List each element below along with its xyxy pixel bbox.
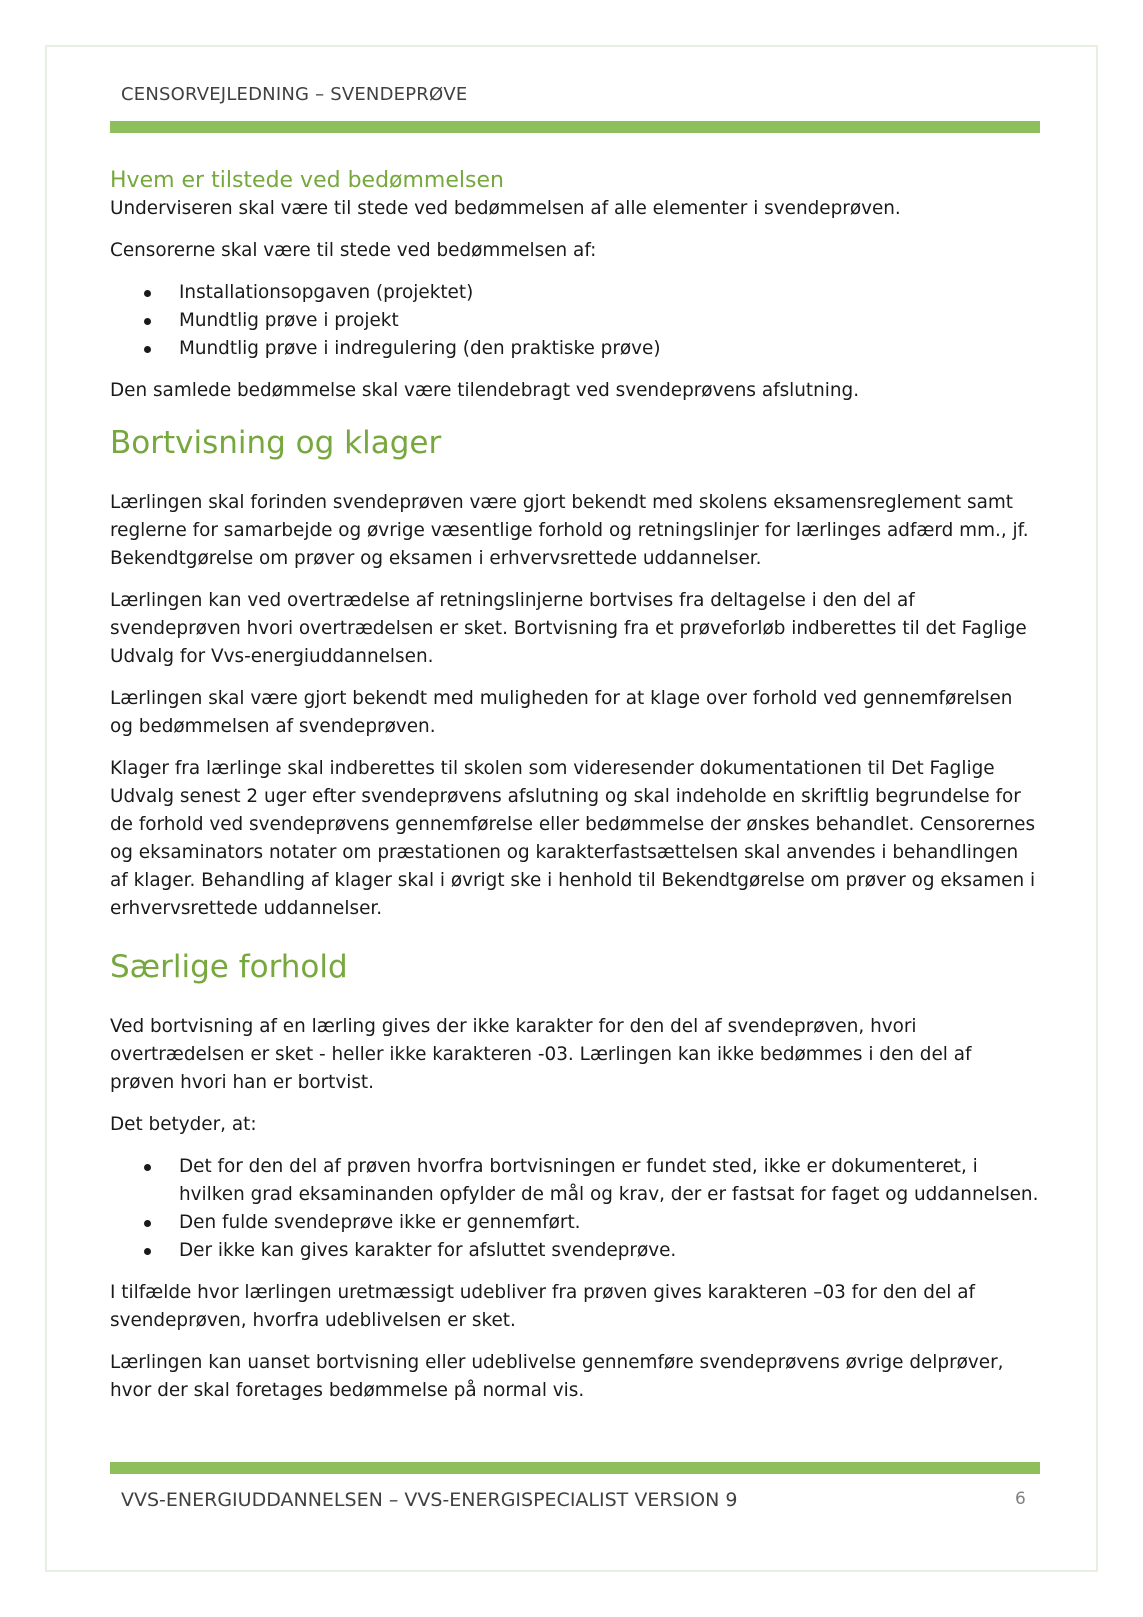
header-rule — [110, 121, 1040, 133]
page-number: 6 — [1015, 1489, 1026, 1509]
bullet-icon — [144, 1220, 151, 1227]
list-item — [110, 1153, 1040, 1209]
header-title: CENSORVEJLEDNING – SVENDEPRØVE — [121, 84, 468, 105]
page-content — [110, 166, 1040, 1405]
paragraph: Lærlingen skal forinden svendeprøven være gjort bekendt med skolens eksamensreglement samt reglerne for samarbejde og øvrige væsentlige forhold og retningslinjer for lærlinges adfærd mm., jf. Bekendtgørelse om prøver og eksamen i erhvervsrettede uddannelser. — [110, 492, 1029, 569]
list-item-text: Det for den del af prøven hvorfra bortvisningen er fundet sted, ikke er dokumenteret, i hvilken grad eksaminanden opfylder de mål og krav, der er fastsat for faget og uddannelsen. — [179, 1156, 1039, 1205]
list-item-text: Installationsopgaven (projektet) — [179, 282, 474, 303]
list-item — [110, 307, 1040, 335]
paragraph: Det betyder, at: — [110, 1114, 257, 1135]
list-item-text: Der ikke kan gives karakter for afsluttet svendeprøve. — [179, 1240, 677, 1261]
list-item-text: Mundtlig prøve i projekt — [179, 310, 399, 331]
paragraph: Den samlede bedømmelse skal være tilendebragt ved svendeprøvens afslutning. — [110, 380, 860, 401]
bullet-icon — [144, 1248, 151, 1255]
section-heading-saerlige: Særlige forhold — [110, 949, 348, 985]
bullet-list-censorer — [110, 279, 1040, 363]
list-item — [110, 335, 1040, 363]
paragraph: I tilfælde hvor lærlingen uretmæssigt udebliver fra prøven gives karakteren –03 for den del af svendeprøven, hvorfra udeblivelsen er sket. — [110, 1282, 975, 1331]
list-item — [110, 1209, 1040, 1237]
bullet-icon — [144, 346, 151, 353]
paragraph: Klager fra lærlinge skal indberettes til skolen som videresender dokumentationen til Det Faglige Udvalg senest 2 uger efter svendeprøvens afslutning og skal indeholde en skriftlig begrundelse for de forhold ved svendeprøvens gennemførelse eller bedømmelse der ønskes behandlet. Censorernes og eksaminators notater om præstationen og karakterfastsættelsen skal anvendes i behandlingen af klager. Behandling af klager skal i øvrigt ske i henhold til Bekendtgørelse om prøver og eksamen i erhvervsrettede uddannelser. — [110, 758, 1036, 919]
bullet-list-betyder — [110, 1153, 1040, 1265]
paragraph: Lærlingen kan uanset bortvisning eller udeblivelse gennemføre svendeprøvens øvrige delprøver, hvor der skal foretages bedømmelse på normal vis. — [110, 1352, 1004, 1401]
paragraph: Lærlingen kan ved overtrædelse af retningslinjerne bortvises fra deltagelse i den del af svendeprøven hvori overtrædelsen er sket. Bortvisning fra et prøveforløb indberettes til det Faglige Udvalg for Vvs-energiuddannelsen. — [110, 590, 1027, 667]
paragraph: Censorerne skal være til stede ved bedømmelsen af: — [110, 240, 597, 261]
footer-rule — [110, 1462, 1040, 1474]
paragraph: Underviseren skal være til stede ved bedømmelsen af alle elementer i svendeprøven. — [110, 198, 901, 219]
footer-title: VVS-ENERGIUDDANNELSEN – VVS-ENERGISPECIALIST VERSION 9 — [121, 1489, 738, 1511]
section-heading-bortvisning: Bortvisning og klager — [110, 425, 442, 461]
paragraph: Ved bortvisning af en lærling gives der ikke karakter for den del af svendeprøven, hvori overtrædelsen er sket - heller ikke karakteren -03. Lærlingen kan ikke bedømmes i den del af prøven hvori han er bortvist. — [110, 1016, 972, 1093]
list-item — [110, 279, 1040, 307]
bullet-icon — [144, 290, 151, 297]
section-heading-tilstede: Hvem er tilstede ved bedømmelsen — [110, 168, 504, 193]
list-item — [110, 1237, 1040, 1265]
bullet-icon — [144, 318, 151, 325]
list-item-text: Mundtlig prøve i indregulering (den praktiske prøve) — [179, 338, 661, 359]
paragraph: Lærlingen skal være gjort bekendt med muligheden for at klage over forhold ved gennemførelsen og bedømmelsen af svendeprøven. — [110, 688, 1013, 737]
list-item-text: Den fulde svendeprøve ikke er gennemført. — [179, 1212, 581, 1233]
bullet-icon — [144, 1164, 151, 1171]
